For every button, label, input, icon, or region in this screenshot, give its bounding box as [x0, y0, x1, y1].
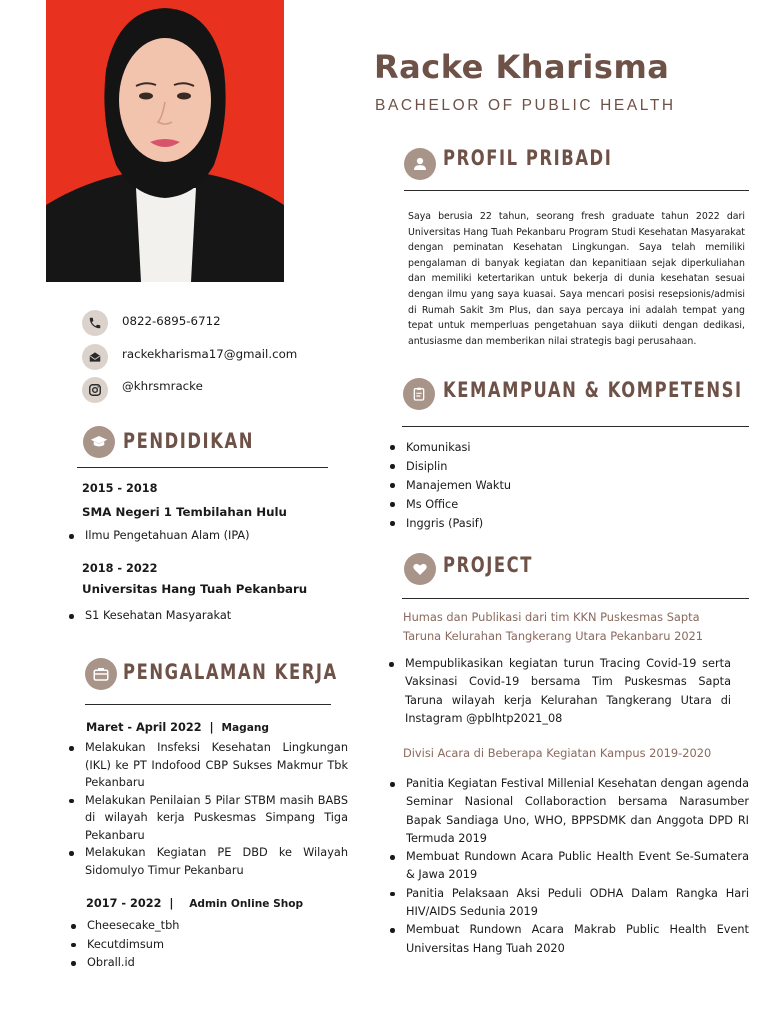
job-header [86, 719, 269, 738]
list-item: Kecutdimsum [68, 936, 328, 955]
job-header [86, 895, 303, 914]
profile-summary: Saya berusia 22 tahun, seorang fresh graduate tahun 2022 dari Universitas Hang Tuah Pekanbaru Program Studi Kesehatan Masyarakat dengan peminatan Kesehatan Lingkungan. Saya telah memiliki pengalaman di banyak kegiatan dan kepanitiaan sejak diperkuliahan dan memiliki ketertarikan untuk bekerja di dunia kesehatan sesuai dengan ilmu yang saya kuasai. Saya mencari posisi resepsionis/admisi di Rumah Sakit 3m Plus, dan saya percaya ini adalah tempat yang tepat untuk memperluas pengetahuan saya diikuti dengan dedikasi, antusiasme dan memberikan nilai strategis bagi perusahaan. [408, 211, 745, 347]
project-group-title: Humas dan Publikasi dari tim KKN Puskesmas Sapta Taruna Kelurahan Tangkerang Utara Pekanbaru 2021 [403, 610, 704, 643]
profile-photo [46, 0, 284, 282]
list-item: Ilmu Pengetahuan Alam (IPA) [66, 527, 326, 545]
list-item: Membuat Rundown Acara Makrab Public Health Event Universitas Hang Tuah 2020 [387, 921, 749, 958]
project-items [386, 655, 731, 728]
list-item: Membuat Rundown Acara Public Health Event Se-Sumatera & Jawa 2019 [387, 848, 749, 885]
list-item: S1 Kesehatan Masyarakat [66, 607, 326, 625]
job-role: Magang [221, 722, 270, 734]
skills-list [387, 438, 687, 533]
clipboard-icon [403, 378, 435, 410]
job-period: Maret - April 2022 [86, 721, 202, 734]
section-title-project: PROJECT [443, 553, 533, 577]
list-item: Melakukan Penilaian 5 Pilar STBM masih BABS di wilayah kerja Puskesmas Simpang Tiga Pekanbaru [66, 792, 348, 845]
briefcase-icon [85, 658, 117, 690]
instagram-icon [82, 377, 108, 403]
list-item: Inggris (Pasif) [387, 514, 687, 533]
education-school: SMA Negeri 1 Tembilahan Hulu [82, 505, 287, 519]
job-separator: | [209, 721, 214, 734]
user-icon [404, 148, 436, 180]
section-divider [402, 598, 749, 599]
list-item: Panitia Pelaksaan Aksi Peduli ODHA Dalam Rangka Hari HIV/AIDS Sedunia 2019 [387, 885, 749, 922]
person-name: Racke Kharisma [374, 48, 670, 86]
list-item: Mempublikasikan kegiatan turun Tracing Covid-19 serta Vaksinasi Covid-19 bersama Tim Puskesmas Sapta Taruna wilayah kerja Kelurahan Tangkerang Utara di Instagram @pblhtp2021_08 [386, 655, 731, 728]
heart-icon [404, 553, 436, 585]
section-divider [77, 467, 328, 468]
instagram-handle[interactable]: @khrsmracke [122, 379, 203, 393]
project-group-title: Divisi Acara di Beberapa Kegiatan Kampus 2019-2020 [403, 746, 712, 760]
phone-number[interactable]: 0822-6895-6712 [122, 314, 221, 328]
list-item: Manajemen Waktu [387, 476, 687, 495]
list-item: Cheesecake_tbh [68, 917, 328, 936]
list-item: Komunikasi [387, 438, 687, 457]
portrait-image [46, 0, 284, 282]
degree-title: BACHELOR OF PUBLIC HEALTH [375, 97, 676, 114]
project-items [387, 775, 749, 958]
list-item: Obrall.id [68, 954, 328, 973]
email-address[interactable]: rackekharisma17@gmail.com [122, 347, 298, 361]
list-item: Ms Office [387, 495, 687, 514]
section-divider [404, 190, 749, 191]
education-years: 2015 - 2018 [82, 482, 158, 495]
phone-icon [82, 310, 108, 336]
list-item: Disiplin [387, 457, 687, 476]
job-separator: | [169, 897, 174, 910]
job-tasks [66, 739, 348, 879]
education-school: Universitas Hang Tuah Pekanbaru [82, 582, 308, 596]
list-item: Panitia Kegiatan Festival Millenial Kesehatan dengan agenda Seminar Nasional Collaboraction bersama Narasumber Bapak Sandiaga Uno, WHO, BPPSDMK dan Anggota DPD RI Termuda 2019 [387, 775, 749, 848]
list-item: Melakukan Insfeksi Kesehatan Lingkungan (IKL) ke PT Indofood CBP Sukses Makmur Tbk Pekanbaru [66, 739, 348, 792]
section-divider [402, 426, 749, 427]
list-item: Melakukan Kegiatan PE DBD ke Wilayah Sidomulyo Timur Pekanbaru [66, 844, 348, 879]
education-years: 2018 - 2022 [82, 562, 158, 575]
job-period: 2017 - 2022 [86, 897, 162, 910]
graduation-cap-icon [83, 426, 115, 458]
section-title-profil: PROFIL PRIBADI [443, 146, 613, 170]
job-role: Admin Online Shop [189, 898, 304, 910]
shop-list [68, 917, 328, 973]
section-divider [85, 704, 331, 705]
section-title-pendidikan: PENDIDIKAN [123, 429, 254, 453]
education-major-list [66, 607, 326, 625]
education-major-list [66, 527, 326, 545]
section-title-pengalaman: PENGALAMAN KERJA [123, 660, 338, 684]
section-title-kemampuan: KEMAMPUAN & KOMPETENSI [443, 378, 743, 402]
mail-icon [82, 344, 108, 370]
